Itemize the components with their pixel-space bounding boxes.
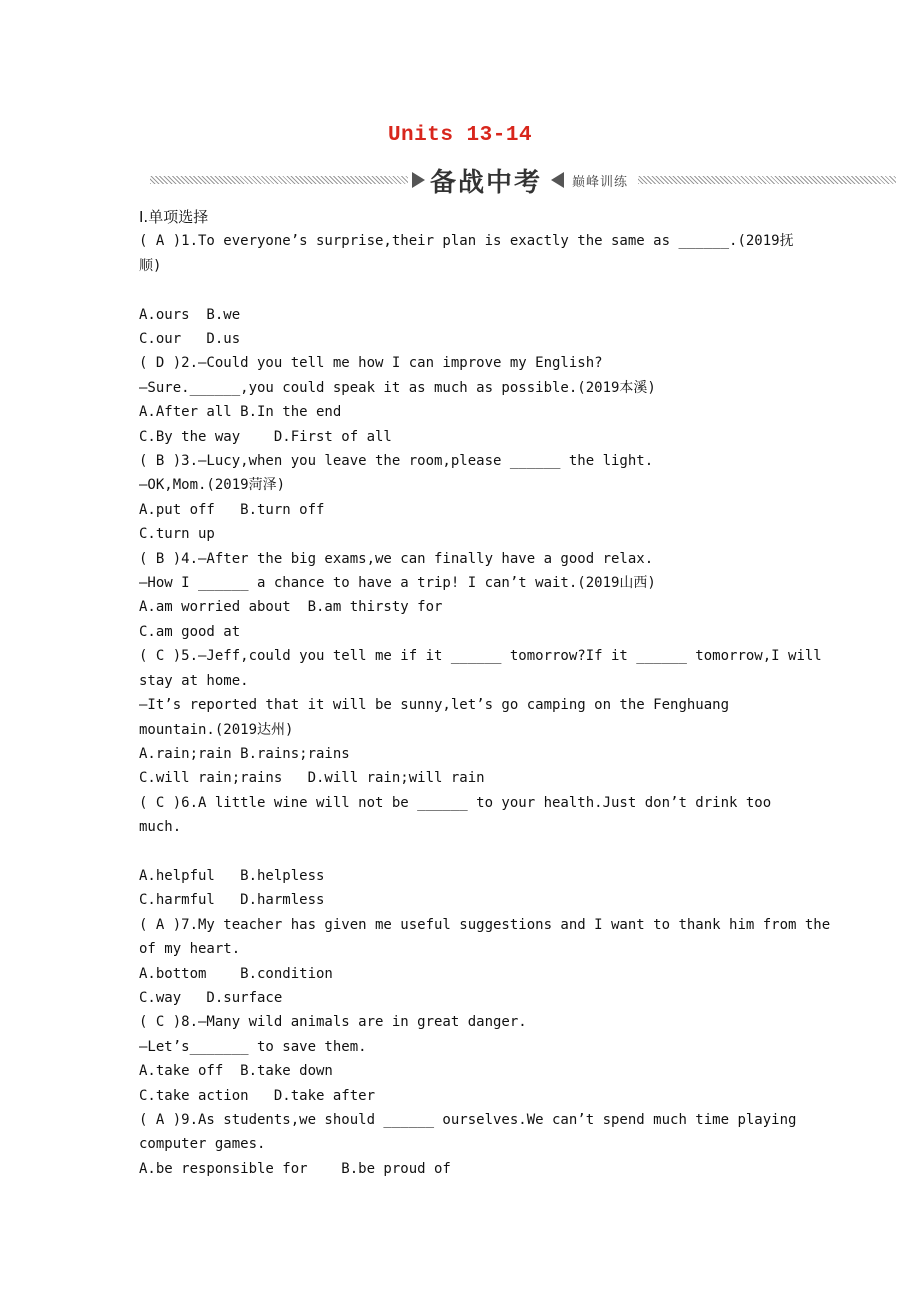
text-line: —Let’s_______ to save them. — [139, 1038, 367, 1055]
text-line: A.am worried about B.am thirsty for — [139, 599, 443, 616]
exercise-content — [139, 205, 831, 1181]
section-heading: Ⅰ.单项选择 — [139, 208, 209, 226]
text-line: —How I ______ a chance to have a trip! I can’t wait.(2019山西) — [139, 575, 656, 592]
text-line: —It’s reported that it will be sunny,let’s go camping on the Fenghuang — [139, 697, 730, 714]
text-line: C.way D.surface — [139, 989, 283, 1006]
blank-line — [139, 840, 789, 864]
text-line: ( A )7.My teacher has given me useful suggestions and I want to thank him from the — [139, 916, 831, 933]
text-line: A.rain;rain B.rains;rains — [139, 745, 350, 762]
arrow-left-icon — [551, 172, 564, 188]
text-line: 顺) — [139, 257, 162, 274]
arrow-right-icon — [412, 172, 425, 188]
text-line: A.be responsible for B.be proud of — [139, 1160, 451, 1177]
banner-sub-text: 巅峰训练 — [572, 175, 629, 190]
text-line: computer games. — [139, 1136, 266, 1153]
text-line: ( C )8.—Many wild animals are in great danger. — [139, 1014, 527, 1031]
text-line: C.am good at — [139, 623, 241, 640]
exercise-lines — [139, 229, 831, 1181]
text-line: C.will rain;rains D.will rain;will rain — [139, 770, 485, 787]
text-line: A.helpful B.helpless — [139, 867, 325, 884]
text-line: ( C )6.A little wine will not be ______ to your health.Just don’t drink too — [139, 794, 772, 811]
text-line: C.our D.us — [139, 331, 241, 348]
text-line: C.By the way D.First of all — [139, 428, 392, 445]
text-line: ( B )3.—Lucy,when you leave the room,please ______ the light. — [139, 453, 654, 470]
banner-right-hatch — [638, 176, 896, 184]
text-line: C.harmful D.harmless — [139, 892, 325, 909]
banner-left-hatch — [150, 176, 408, 184]
text-line: ( A )1.To everyone’s surprise,their plan is exactly the same as ______.(2019抚 — [139, 233, 794, 250]
text-line: C.take action D.take after — [139, 1087, 376, 1104]
text-line: —OK,Mom.(2019菏泽) — [139, 477, 286, 494]
text-line: ( C )5.—Jeff,could you tell me if it ______ tomorrow?If it ______ tomorrow,I will — [139, 648, 822, 665]
text-line: ( B )4.—After the big exams,we can finally have a good relax. — [139, 550, 654, 567]
blank-line — [139, 278, 789, 302]
text-line: A.After all B.In the end — [139, 404, 342, 421]
text-line: A.ours B.we — [139, 306, 241, 323]
text-line: of my heart. — [139, 941, 241, 958]
text-line: ( D )2.—Could you tell me how I can improve my English? — [139, 355, 603, 372]
text-line: C.turn up — [139, 526, 215, 543]
page-title: Units 13-14 — [387, 124, 533, 147]
text-line: much. — [139, 819, 182, 836]
text-line: A.bottom B.condition — [139, 965, 333, 982]
text-line: stay at home. — [139, 672, 249, 689]
text-line: ( A )9.As students,we should ______ ourselves.We can’t spend much time playing — [139, 1112, 797, 1128]
text-line: A.take off B.take down — [139, 1063, 333, 1080]
section-banner — [150, 162, 896, 196]
text-line: mountain.(2019达州) — [139, 721, 294, 738]
text-line: A.put off B.turn off — [139, 501, 325, 518]
text-line: —Sure.______,you could speak it as much as possible.(2019本溪) — [139, 379, 656, 396]
banner-main-text: 备战中考 — [430, 168, 543, 198]
